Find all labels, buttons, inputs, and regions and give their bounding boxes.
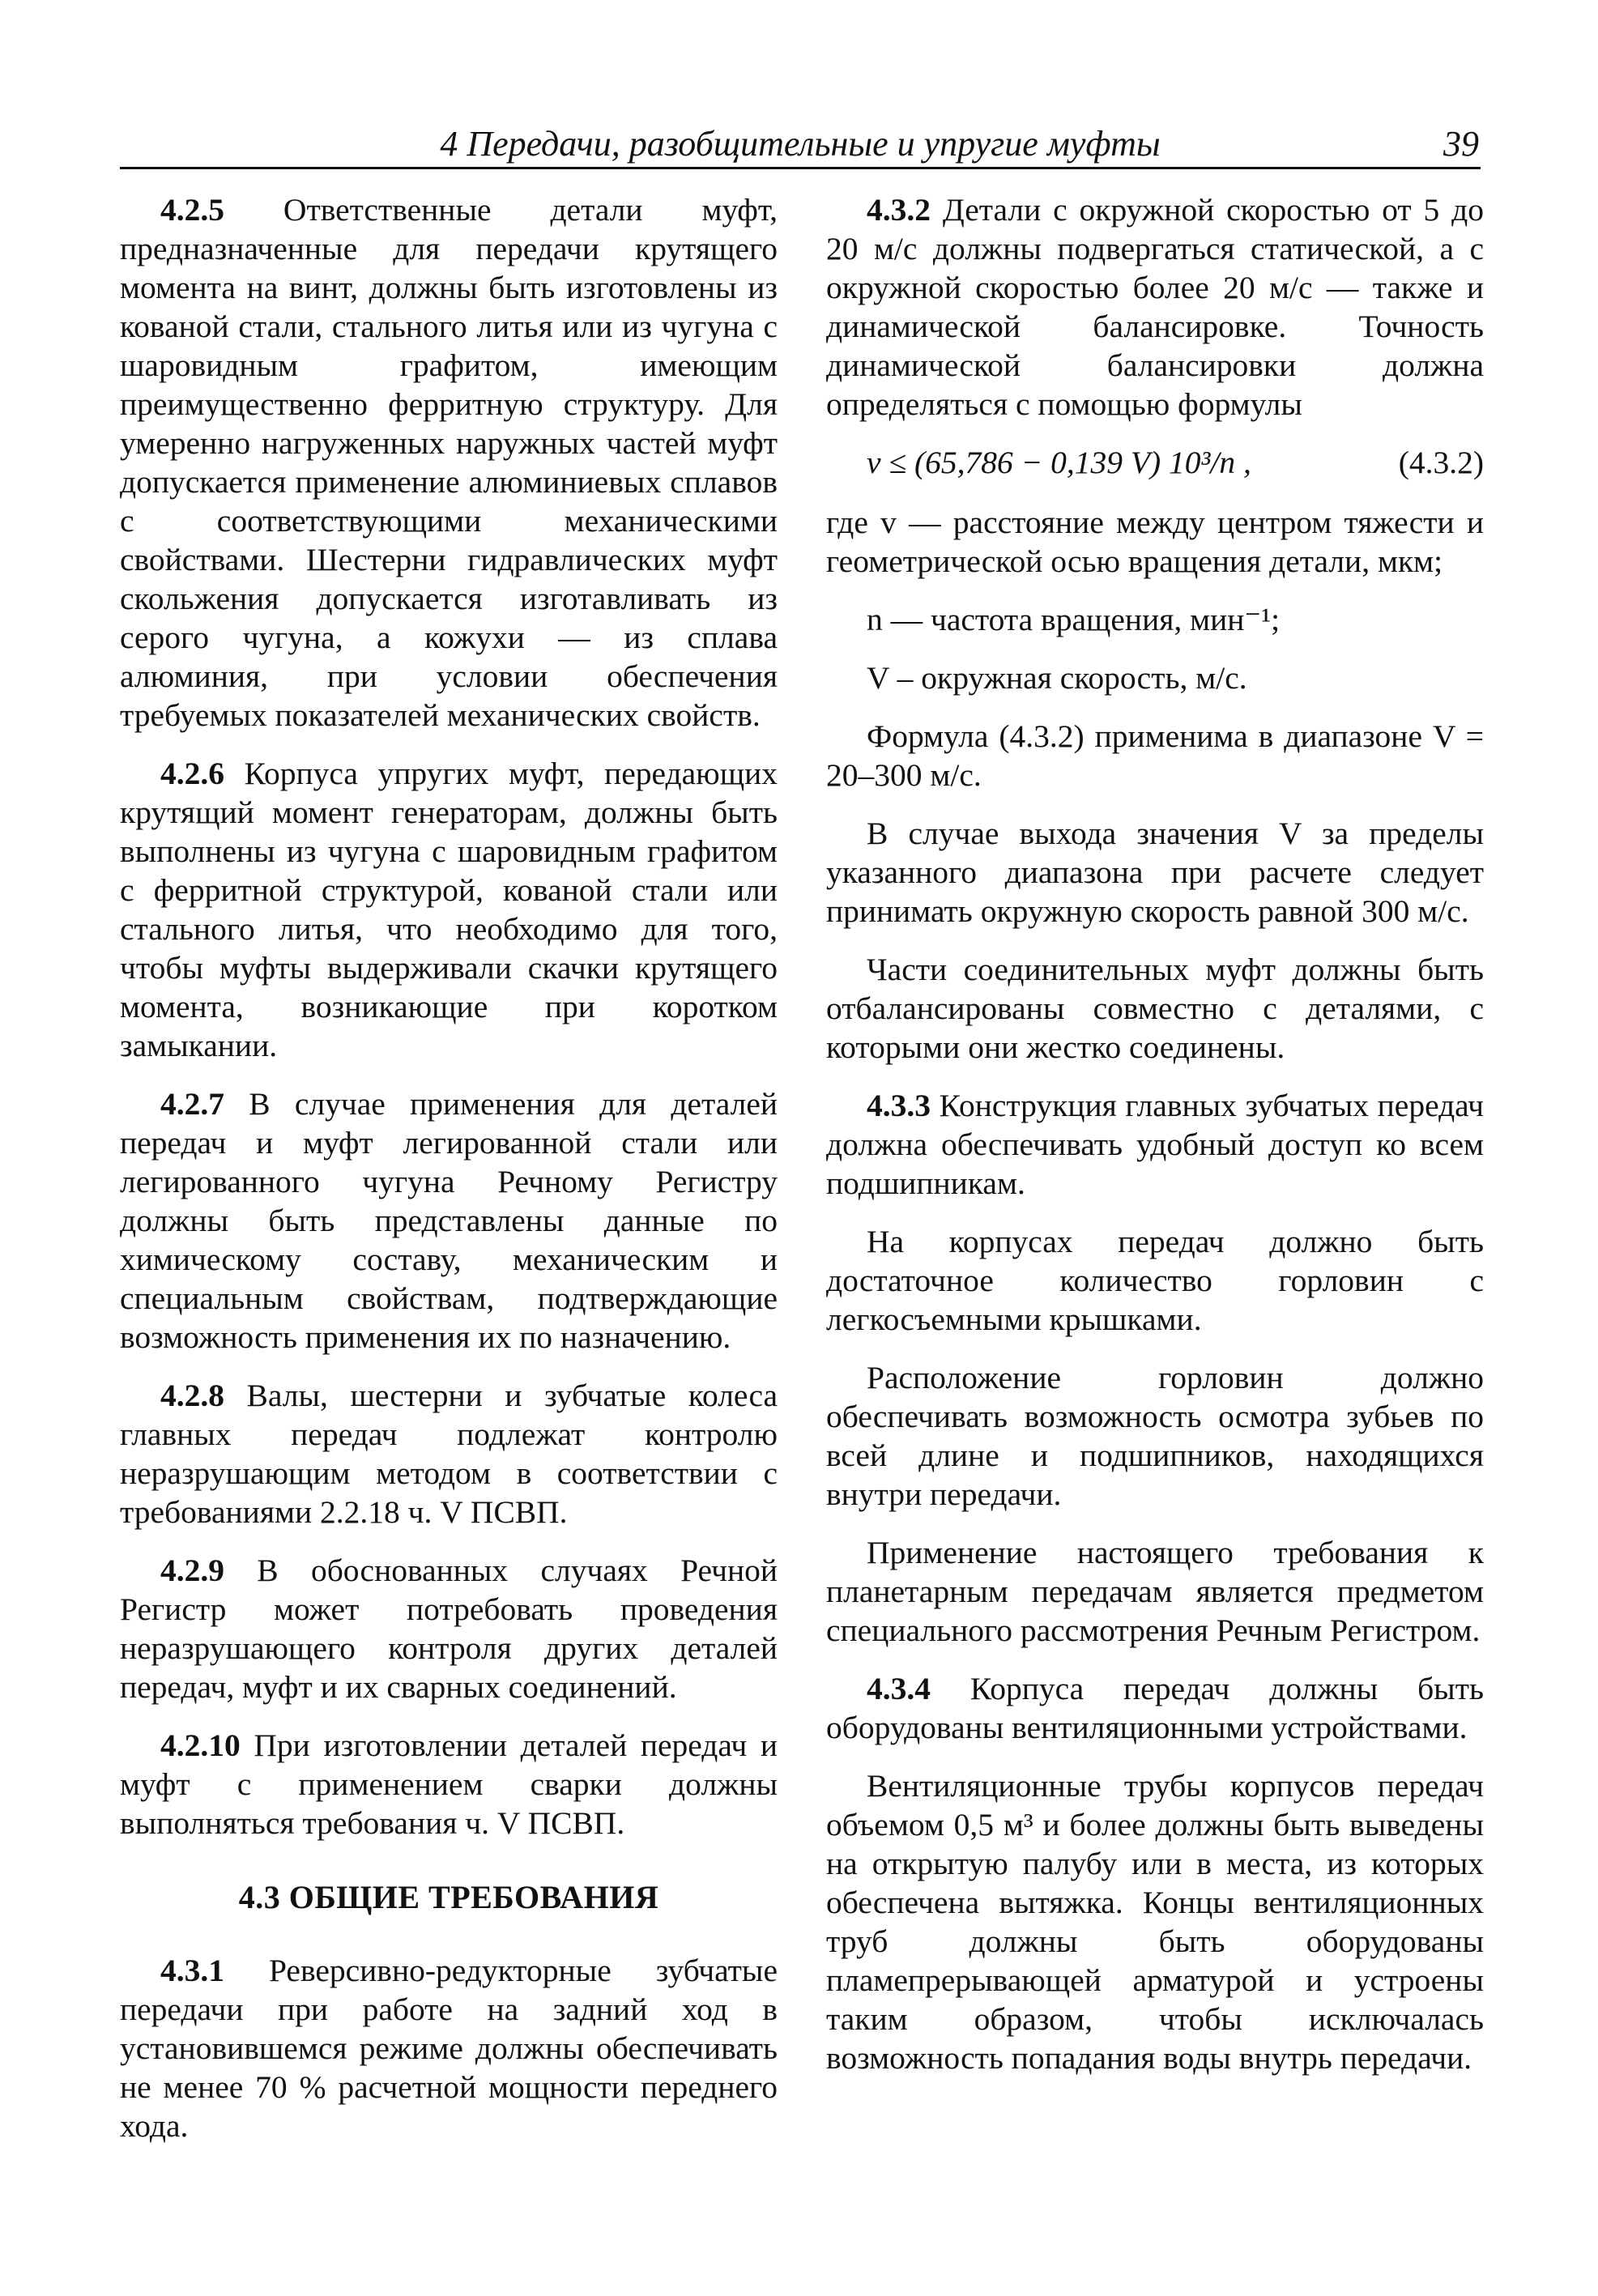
clause-number: 4.2.7 bbox=[160, 1086, 224, 1122]
clause-text: Детали с окружной скоростью от 5 до 20 м/с должны подвергаться статической, а с окружной скоростью более 20 м/с — также и динамической балансировке. Точность динамической балансировки должна определяться с помощью формулы bbox=[826, 192, 1484, 422]
paragraph-4-3-3 bbox=[826, 1086, 1484, 1203]
definition-v: где v — расстояние между центром тяжести и геометрической осью вращения детали, мкм; bbox=[826, 505, 1484, 579]
paragraph-4-2-10 bbox=[120, 1726, 778, 1842]
section-heading: 4.3 ОБЩИЕ ТРЕБОВАНИЯ bbox=[238, 1879, 659, 1915]
running-title: 4 Передачи, разобщительные и упругие муфты bbox=[440, 124, 1161, 164]
paragraph-4-2-5 bbox=[120, 190, 778, 735]
right-column bbox=[826, 190, 1484, 2097]
clause-text: В случае применения для деталей передач и муфт легированной стали или легированного чугуна Речному Регистру должны быть представлены данные по химическому составу, механическим и специальным свойствам, подтверждающие возможность применения их по назначению. bbox=[120, 1086, 778, 1355]
formula-4-3-2 bbox=[826, 443, 1484, 482]
clause-text: Валы, шестерни и зубчатые колеса главных передач подлежат контролю неразрушающим методом в соответствии с требованиями 2.2.18 ч. V ПСВП. bbox=[120, 1378, 778, 1530]
running-header bbox=[120, 120, 1481, 169]
page-number: 39 bbox=[1443, 124, 1479, 164]
paragraph-4-2-6 bbox=[120, 754, 778, 1065]
clause-text: Ответственные детали муфт, предназначенные для передачи крутящего момента на винт, должны быть изготовлены из кованой стали, стального литья или из чугуна с шаровидным графитом, имеющим преимущественно ферритную структуру. Для умеренно нагруженных наружных частей муфт допускается применение алюминиевых сплавов с соответствующими механическими свойствами. Шестерни гидравлических муфт скольжения допускается изготавливать из серого чугуна, а кожухи — из сплава алюминия, при условии обеспечения требуемых показателей механических свойств. bbox=[120, 192, 778, 733]
clause-number: 4.2.10 bbox=[160, 1727, 241, 1763]
paragraph-outside-range: В случае выхода значения V за пределы указанного диапазона при расчете следует принимать окружную скорость равной 300 м/с. bbox=[826, 816, 1484, 929]
formula-number: (4.3.2) bbox=[1398, 445, 1484, 480]
clause-text: При изготовлении деталей передач и муфт с применением сварки должны выполняться требования ч. V ПСВП. bbox=[120, 1727, 778, 1841]
paragraph-ventilation: Вентиляционные трубы корпусов передач объемом 0,5 м³ и более должны быть выведены на открытую палубу или в места, из которых обеспечена вытяжка. Концы вентиляционных труб должны быть оборудованы пламепрерывающей арматурой и устроены таким образом, чтобы исключалась возможность попадания воды внутрь передачи. bbox=[826, 1768, 1484, 2076]
clause-number: 4.2.5 bbox=[160, 192, 224, 228]
paragraph-4-3-1 bbox=[120, 1951, 778, 2145]
paragraph-4-2-7 bbox=[120, 1084, 778, 1357]
clause-text: Конструкция главных зубчатых передач должна обеспечивать удобный доступ ко всем подшипникам. bbox=[826, 1088, 1484, 1201]
clause-number: 4.3.4 bbox=[867, 1671, 931, 1706]
clause-number: 4.3.2 bbox=[867, 192, 931, 228]
clause-number: 4.2.9 bbox=[160, 1553, 224, 1588]
paragraph-range: Формула (4.3.2) применима в диапазоне V = 20–300 м/с. bbox=[826, 718, 1484, 793]
clause-text: Реверсивно-редукторные зубчатые передачи при работе на задний ход в установившемся режиме должны обеспечивать не менее 70 % расчетной мощности переднего хода. bbox=[120, 1953, 778, 2144]
clause-number: 4.3.1 bbox=[160, 1953, 224, 1988]
paragraph-planetary: Применение настоящего требования к планетарным передачам является предметом специального рассмотрения Речным Регистром. bbox=[826, 1535, 1484, 1648]
paragraph-4-3-4 bbox=[826, 1669, 1484, 1747]
paragraph-hatches: На корпусах передач должно быть достаточное количество горловин с легкосъемными крышками. bbox=[826, 1224, 1484, 1337]
clause-number: 4.2.8 bbox=[160, 1378, 224, 1413]
paragraph-4-2-8 bbox=[120, 1376, 778, 1531]
paragraph-hatch-location: Расположение горловин должно обеспечивать возможность осмотра зубьев по всей длине и подшипников, находящихся внутри передачи. bbox=[826, 1360, 1484, 1512]
clause-text: Корпуса передач должны быть оборудованы вентиляционными устройствами. bbox=[826, 1671, 1484, 1745]
paragraph-4-3-2 bbox=[826, 190, 1484, 424]
clause-number: 4.3.3 bbox=[867, 1088, 931, 1123]
paragraph-coupling-balancing: Части соединительных муфт должны быть отбалансированы совместно с деталями, с которыми они жестко соединены. bbox=[826, 952, 1484, 1065]
definition-n: n — частота вращения, мин⁻¹; bbox=[867, 602, 1281, 637]
clause-number: 4.2.6 bbox=[160, 756, 224, 791]
definition-V: V – окружная скорость, м/с. bbox=[867, 660, 1247, 696]
formula-expression: v ≤ (65,786 − 0,139 V) 10³/n , bbox=[867, 445, 1251, 480]
paragraph-4-2-9 bbox=[120, 1551, 778, 1706]
clause-text: Корпуса упругих муфт, передающих крутящий момент генераторам, должны быть выполнены из чугуна с шаровидным графитом с ферритной структурой, кованой стали или стального литья, что необходимо для того, чтобы муфты выдерживали скачки крутящего момента, возникающие при коротком замыкании. bbox=[120, 756, 778, 1063]
clause-text: В обоснованных случаях Речной Регистр может потребовать проведения неразрушающего контроля других деталей передач, муфт и их сварных соединений. bbox=[120, 1553, 778, 1705]
left-column bbox=[120, 190, 778, 2165]
